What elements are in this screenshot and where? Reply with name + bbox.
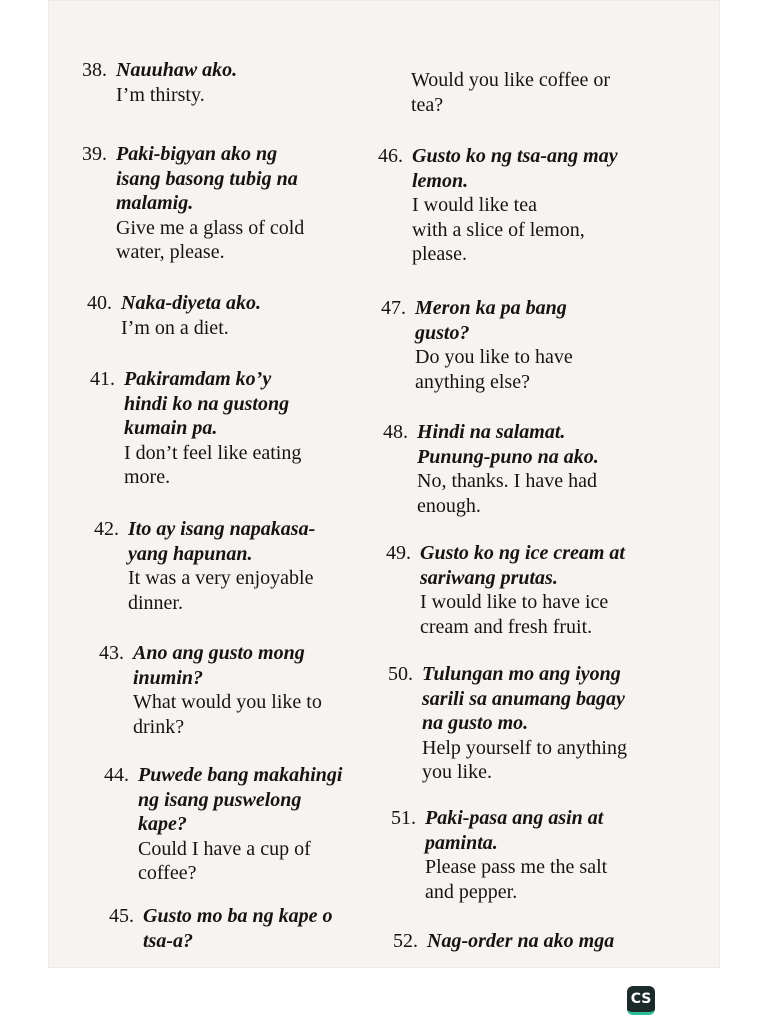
english-translation-line: anything else? — [415, 370, 530, 393]
entry-number: 44. — [104, 764, 129, 786]
english-translation-line: coffee? — [138, 862, 197, 884]
entry-45 — [109, 904, 409, 953]
entry-number: 40. — [87, 292, 112, 314]
tagalog-phrase-line: na gusto mo. — [422, 712, 529, 734]
english-translation-line: I would like tea — [412, 194, 537, 216]
entry-number: 50. — [388, 663, 413, 685]
tagalog-phrase-line: Punung-puno na ako. — [417, 445, 599, 468]
entry-41 — [90, 367, 390, 490]
entry-number: 38. — [82, 59, 107, 81]
tagalog-phrase-line: hindi ko na gustong — [124, 392, 290, 415]
english-translation-line: Do you like to have — [415, 346, 573, 368]
camscanner-logo: CS — [627, 986, 655, 1015]
tagalog-phrase-line: Nag-order na ako mga — [427, 930, 615, 952]
entry-46 — [378, 144, 678, 267]
tagalog-phrase-line: sariwang prutas. — [420, 566, 558, 589]
tagalog-phrase-line: Naka-diyeta ako. — [121, 292, 261, 314]
entry-47 — [381, 296, 681, 394]
entry-number: 49. — [386, 542, 411, 564]
entry-number: 39. — [82, 143, 107, 165]
english-translation-line: I’m on a diet. — [121, 316, 229, 339]
english-translation-line: please. — [412, 243, 467, 265]
english-translation-line: tea? — [411, 93, 444, 116]
tagalog-phrase-line: malamig. — [116, 192, 194, 214]
entry-42 — [94, 517, 394, 615]
tagalog-phrase-line: Gusto ko ng tsa-ang may — [412, 145, 618, 167]
entry-number: 43. — [99, 642, 124, 664]
tagalog-phrase-line: Meron ka pa bang — [415, 297, 567, 319]
entry-number: 51. — [391, 807, 416, 829]
entry-43 — [99, 641, 399, 739]
english-translation-line: Help yourself to anything — [422, 736, 627, 759]
tagalog-phrase-line: kape? — [138, 813, 187, 835]
english-translation-line: more. — [124, 466, 171, 488]
tagalog-phrase-line: Gusto mo ba ng kape o — [143, 905, 333, 927]
entry-49 — [386, 541, 686, 639]
tagalog-phrase-line: tsa-a? — [143, 929, 193, 952]
entry-48 — [383, 420, 683, 518]
tagalog-phrase-line: Paki-bigyan ako ng — [116, 143, 278, 165]
english-translation-line: water, please. — [116, 241, 225, 263]
entry-39 — [82, 142, 382, 265]
tagalog-phrase-line: Ito ay isang napakasa- — [128, 518, 316, 540]
entry-number: 45. — [109, 905, 134, 927]
entry-number: 47. — [381, 297, 406, 319]
english-translation-line: I would like to have ice — [420, 591, 609, 613]
tagalog-phrase-line: Ano ang gusto mong — [133, 642, 305, 664]
entry-45-translation — [411, 68, 711, 117]
english-translation-line: It was a very enjoyable — [128, 567, 314, 589]
tagalog-phrase-line: Paki-pasa ang asin at — [425, 807, 604, 829]
entry-number: 46. — [378, 145, 403, 167]
english-translation-line: What would you like to — [133, 691, 322, 713]
entry-number: 52. — [393, 930, 418, 952]
tagalog-phrase-line: gusto? — [415, 321, 470, 344]
english-translation-line: with a slice of lemon, — [412, 218, 585, 241]
english-translation-line: drink? — [133, 715, 185, 738]
english-translation-line: Give me a glass of cold — [116, 216, 305, 239]
tagalog-phrase-line: Gusto ko ng ice cream at — [420, 542, 625, 564]
english-translation-line: Would you like coffee or — [411, 69, 611, 91]
entry-number: 41. — [90, 368, 115, 390]
english-translation-line: cream and fresh fruit. — [420, 615, 593, 638]
entry-40 — [87, 291, 387, 340]
tagalog-phrase-line: yang hapunan. — [128, 542, 253, 565]
tagalog-phrase-line: Puwede bang makahingi — [138, 764, 343, 786]
tagalog-phrase-line: Hindi na salamat. — [417, 421, 566, 443]
entry-number: 48. — [383, 421, 408, 443]
english-translation-line: I don’t feel like eating — [124, 441, 302, 464]
tagalog-phrase-line: kumain pa. — [124, 417, 218, 439]
tagalog-phrase-line: paminta. — [425, 831, 498, 854]
english-translation-line: Could I have a cup of — [138, 837, 311, 860]
tagalog-phrase-line: Pakiramdam ko’y — [124, 368, 272, 390]
entry-51 — [391, 806, 691, 904]
tagalog-phrase-line: sarili sa anumang bagay — [422, 687, 625, 710]
tagalog-phrase-line: inumin? — [133, 666, 204, 689]
entry-50 — [388, 662, 688, 785]
english-translation-line: No, thanks. I have had — [417, 470, 597, 492]
tagalog-phrase-line: lemon. — [412, 169, 469, 192]
tagalog-phrase-line: Nauuhaw ako. — [116, 59, 238, 81]
tagalog-phrase-line: isang basong tubig na — [116, 167, 298, 190]
english-translation-line: Please pass me the salt — [425, 856, 608, 878]
tagalog-phrase-line: Tulungan mo ang iyong — [422, 663, 621, 685]
english-translation-line: and pepper. — [425, 880, 518, 903]
english-translation-line: dinner. — [128, 591, 183, 614]
tagalog-phrase-line: ng isang puswelong — [138, 788, 302, 811]
english-translation-line: you like. — [422, 761, 492, 783]
entry-44 — [104, 763, 404, 886]
entry-52 — [393, 929, 693, 954]
entry-38 — [82, 58, 382, 107]
entry-number: 42. — [94, 518, 119, 540]
english-translation-line: I’m thirsty. — [116, 83, 205, 106]
english-translation-line: enough. — [417, 494, 481, 517]
